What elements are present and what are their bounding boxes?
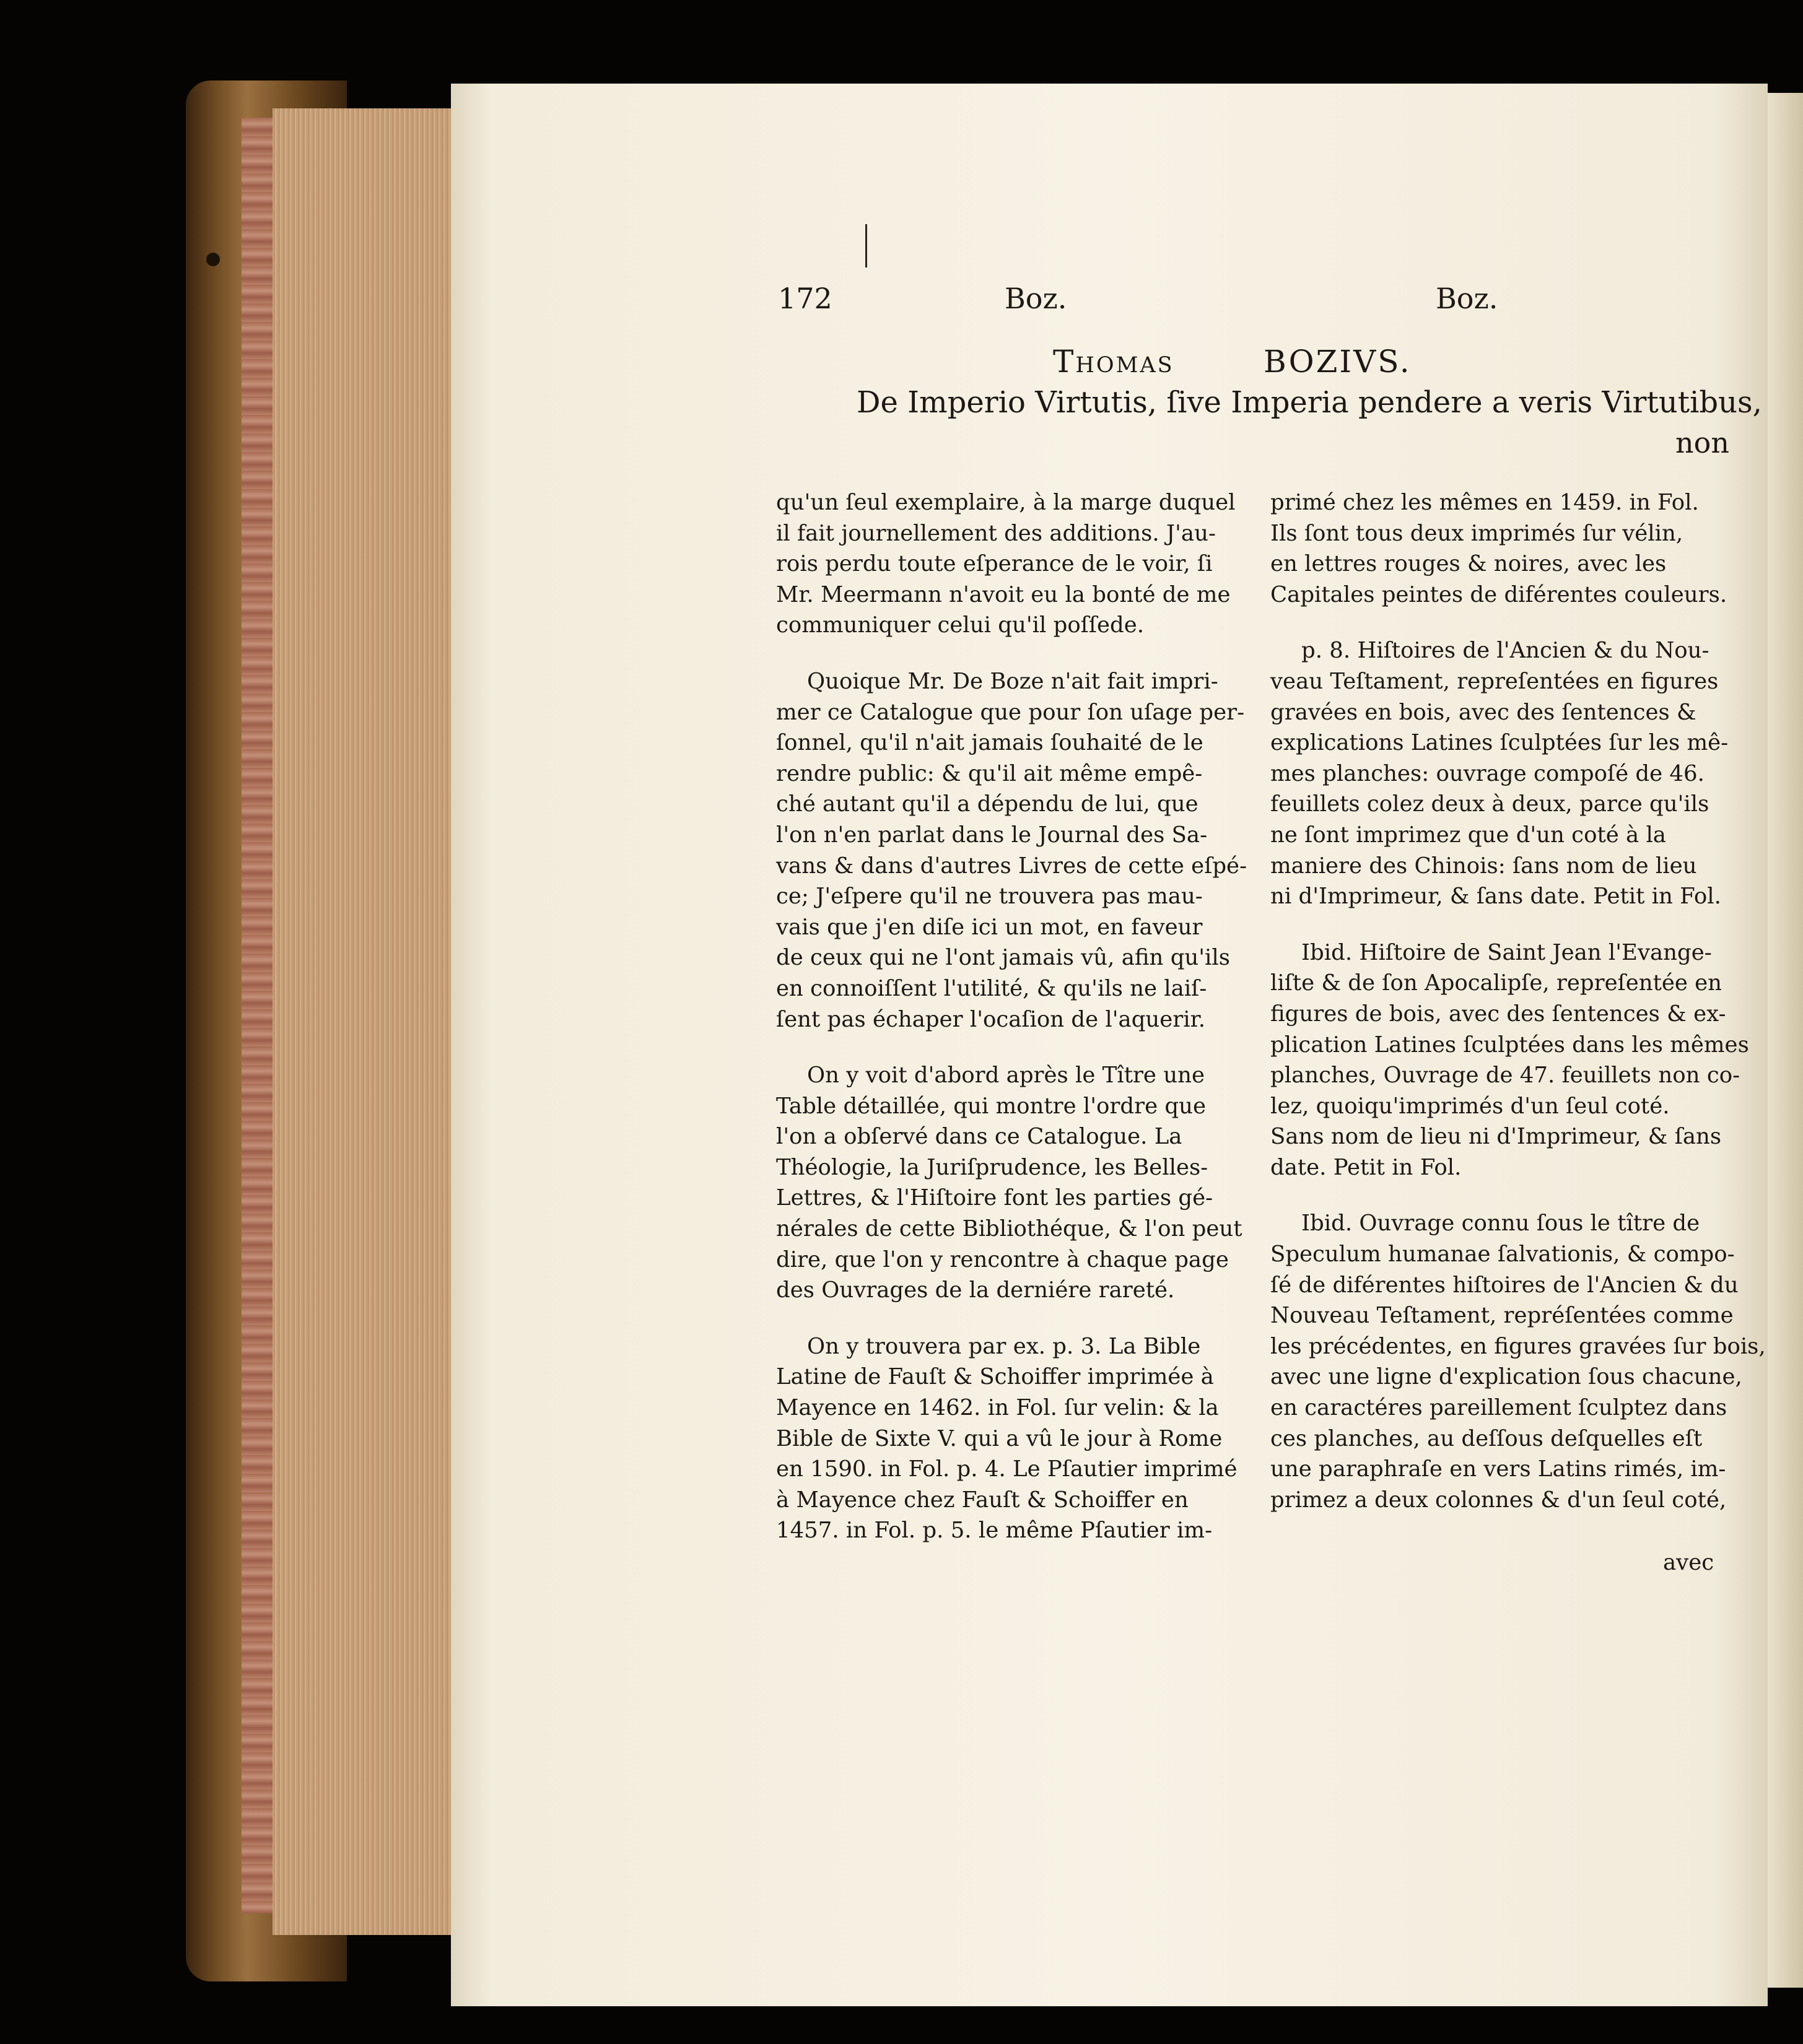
author-last-name: BOZIVS.: [1264, 344, 1412, 380]
text-line: Latine de Fauſt & Schoiffer imprimée à: [776, 1364, 1214, 1390]
text-line: Sans nom de lieu ni d'Imprimeur, & ſans: [1270, 1124, 1722, 1150]
text-line: veau Teſtament, repreſentées en figures: [1270, 668, 1719, 694]
text-line: en lettres rouges & noires, avec les: [1270, 551, 1667, 577]
text-line: Mayence en 1462. in Fol. ſur velin: & la: [776, 1395, 1219, 1421]
text-line: 1457. in Fol. p. 5. le même Pſautier im-: [776, 1518, 1213, 1544]
text-line: rendre public: & qu'il ait même empê-: [776, 760, 1203, 786]
paragraph-start: p. 8. Hiſtoires de l'Ancien & du Nou-: [1301, 638, 1709, 664]
text-line: ce; J'eſpere qu'il ne trouvera pas mau-: [776, 884, 1203, 910]
text-line: ne ſont imprimez que d'un coté à la: [1270, 822, 1666, 848]
text-line: lez, quoiqu'imprimés d'un ſeul coté.: [1270, 1093, 1670, 1119]
text-line: en 1590. in Fol. p. 4. Le Pſautier imprimé: [776, 1456, 1238, 1482]
work-title: De Imperio Virtutis, ſive Imperia pendere a veris Virtutibus,: [857, 385, 1762, 420]
text-line: vans & dans d'autres Livres de cette eſpé-: [776, 853, 1247, 879]
text-line: Speculum humanae ſalvationis, & compo-: [1270, 1242, 1735, 1268]
catchword: avec: [1663, 1550, 1714, 1575]
text-line: plication Latines ſculptées dans les mêmes: [1270, 1032, 1749, 1058]
text-line: de ceux qui ne l'ont jamais vû, afin qu'ils: [776, 945, 1230, 971]
text-line: à Mayence chez Fauſt & Schoiffer en: [776, 1487, 1189, 1513]
text-line: des Ouvrages de la derniére rareté.: [776, 1277, 1175, 1303]
text-line: ces planches, au deſſous deſquelles eſt: [1270, 1425, 1703, 1451]
text-line: en connoiſſent l'utilité, & qu'ils ne laiſ-: [776, 975, 1207, 1001]
text-line: Bible de Sixte V. qui a vû le jour à Rome: [776, 1425, 1223, 1451]
paragraph-start: On y voit d'abord après le Tître une: [807, 1063, 1205, 1089]
text-line: en caractéres pareillement ſculptez dans: [1270, 1395, 1727, 1421]
text-line: Lettres, & l'Hiſtoire font les parties gé-: [776, 1185, 1213, 1211]
text-line: planches, Ouvrage de 47. feuillets non co-: [1270, 1063, 1740, 1089]
text-line: liſte & de ſon Apocalipſe, repreſentée en: [1270, 970, 1722, 996]
text-line: figures de bois, avec des ſentences & ex-: [1270, 1001, 1726, 1027]
text-line: maniere des Chinois: ſans nom de lieu: [1270, 853, 1697, 879]
page-edges: [273, 108, 452, 1935]
text-line: ſé de diférentes hiſtoires de l'Ancien & du: [1270, 1272, 1739, 1298]
paragraph-start: Quoique Mr. De Boze n'ait fait impri-: [807, 668, 1218, 694]
stray-ink-mark: [865, 224, 867, 267]
text-line: primé chez les mêmes en 1459. in Fol.: [1270, 490, 1699, 515]
text-line: explications Latines ſculptées ſur les mê-: [1270, 730, 1729, 756]
text-line: une paraphraſe en vers Latins rimés, im-: [1270, 1456, 1726, 1482]
text-line: les précédentes, en figures gravées ſur bois,: [1270, 1333, 1766, 1359]
text-line: dire, que l'on y rencontre à chaque page: [776, 1246, 1229, 1272]
text-line: date. Petit in Fol.: [1270, 1154, 1462, 1180]
text-line: vais que j'en diſe ici un mot, en faveur: [776, 914, 1203, 940]
text-line: rois perdu toute eſperance de le voir, ſi: [776, 551, 1213, 577]
text-line: ni d'Imprimeur, & ſans date. Petit in Fol.: [1270, 884, 1721, 910]
text-line: Ils ſont tous deux imprimés ſur vélin,: [1270, 520, 1683, 546]
text-line: Nouveau Teſtament, repréſentées comme: [1270, 1303, 1734, 1329]
text-line: gravées en bois, avec des ſentences &: [1270, 699, 1696, 725]
running-head-right: Boz.: [1436, 282, 1498, 315]
text-line: avec une ligne d'explication ſous chacune,: [1270, 1364, 1742, 1390]
text-line: qu'un ſeul exemplaire, à la marge duquel: [776, 490, 1236, 515]
text-line: l'on a obſervé dans ce Catalogue. La: [776, 1124, 1182, 1150]
right-column: [1270, 487, 1766, 1515]
left-column: [776, 487, 1247, 1546]
text-line: Mr. Meermann n'avoit eu la bonté de me: [776, 581, 1231, 607]
paragraph-start: On y trouvera par ex. p. 3. La Bible: [807, 1333, 1201, 1359]
text-line: Table détaillée, qui montre l'ordre que: [776, 1093, 1206, 1119]
text-line: Capitales peintes de diférentes couleurs.: [1270, 581, 1727, 607]
text-line: communiquer celui qu'il poſſede.: [776, 612, 1145, 638]
text-line: l'on n'en parlat dans le Journal des Sa-: [776, 822, 1208, 848]
text-line: ſonnel, qu'il n'ait jamais ſouhaité de le: [776, 730, 1203, 756]
running-head-left: Boz.: [1005, 282, 1067, 315]
author-first-name: Thomas: [1053, 344, 1174, 380]
text-line: feuillets colez deux à deux, parce qu'ils: [1270, 791, 1709, 817]
work-title-continuation: non: [1675, 426, 1729, 459]
paragraph-start: Ibid. Ouvrage connu ſous le tître de: [1301, 1211, 1700, 1237]
text-line: Théologie, la Juriſprudence, les Belles-: [776, 1154, 1208, 1180]
text-line: nérales de cette Bibliothéque, & l'on peut: [776, 1216, 1242, 1242]
text-line: mes planches: ouvrage compoſé de 46.: [1270, 760, 1705, 786]
text-line: ſent pas échaper l'ocaſion de l'aquerir.: [776, 1006, 1205, 1032]
facing-page-edge: [1768, 93, 1803, 1988]
text-line: il fait journellement des additions. J'au-: [776, 520, 1216, 546]
text-line: primez a deux colonnes & d'un ſeul coté,: [1270, 1487, 1727, 1513]
paragraph-start: Ibid. Hiſtoire de Saint Jean l'Evange-: [1301, 939, 1712, 965]
text-line: mer ce Catalogue que pour ſon uſage per-: [776, 699, 1245, 725]
spine-rivet: [206, 253, 220, 266]
text-line: ché autant qu'il a dépendu de lui, que: [776, 791, 1198, 817]
page-number: 172: [778, 282, 832, 315]
